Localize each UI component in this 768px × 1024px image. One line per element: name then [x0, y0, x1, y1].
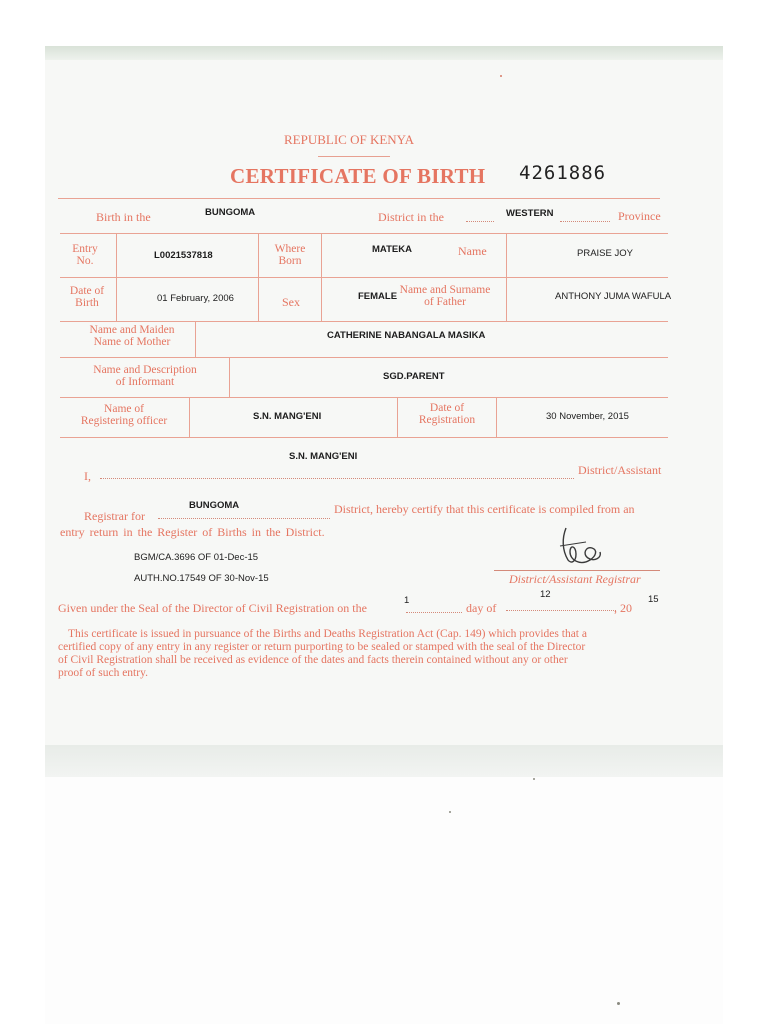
- father-name-value: ANTHONY JUMA WAFULA: [555, 291, 672, 302]
- registering-officer-label: Name of Registering officer: [80, 403, 168, 427]
- registrar-signature-title: District/Assistant Registrar: [509, 572, 641, 586]
- scan-speck: [500, 75, 502, 77]
- registrar-district-value: BUNGOMA: [189, 500, 240, 511]
- child-name-value: PRAISE JOY: [577, 248, 633, 259]
- date-of-birth-value: 01 February, 2006: [157, 293, 234, 304]
- district-assistant-label: District/Assistant: [578, 463, 662, 477]
- scan-top-edge: [45, 46, 723, 60]
- scan-speck: [617, 1002, 620, 1005]
- certify-text-line-1: District, hereby certify that this certificate is compiled from an: [334, 502, 635, 516]
- blank-page-area: [45, 777, 723, 1024]
- given-under-text: Given under the Seal of the Director of Civil Registration on the: [58, 601, 367, 615]
- day-of-label: day of: [466, 601, 497, 615]
- sex-value: FEMALE: [358, 291, 398, 302]
- legal-text: This certificate is issued in pursuance of the Births and Deaths Registration Act (Cap. 149) which provides that a certified copy of any entry in any register or return purporting to be sealed or stamped with the seal of the Director of Civil Registration shall be received as evidence of the dates and facts therein contained without any or other proof of such entry.: [58, 628, 587, 679]
- serial-number: 4261886: [519, 162, 607, 184]
- where-born-value: MATEKA: [372, 244, 412, 255]
- reference-line-1: BGM/CA.3696 OF 01-Dec-15: [134, 552, 259, 563]
- registration-date-label: Date of Registration: [418, 402, 476, 426]
- entry-no-label: Entry No.: [72, 243, 98, 267]
- entry-no-value: L0021537818: [154, 250, 213, 261]
- registration-date-value: 30 November, 2015: [546, 411, 629, 422]
- registering-officer-value: S.N. MANG'ENI: [253, 411, 322, 422]
- district-in-label: District in the: [378, 210, 444, 224]
- birth-district-value: BUNGOMA: [205, 207, 256, 218]
- scan-band: [45, 745, 723, 777]
- given-year-value: 15: [648, 594, 659, 605]
- mother-name-label: Name and Maiden Name of Mother: [89, 324, 175, 348]
- registrar-for-label: Registrar for: [84, 509, 145, 523]
- certifying-officer-value: S.N. MANG'ENI: [289, 451, 358, 462]
- registrar-signature: [556, 524, 606, 570]
- reference-line-2: AUTH.NO.17549 OF 30-Nov-15: [134, 573, 269, 584]
- province-label: Province: [618, 209, 661, 223]
- informant-label: Name and Description of Informant: [93, 364, 197, 388]
- birth-in-label: Birth in the: [96, 210, 151, 224]
- informant-value: SGD.PARENT: [383, 371, 445, 382]
- mother-name-value: CATHERINE NABANGALA MASIKA: [327, 330, 486, 341]
- cert-i-label: I,: [84, 469, 91, 483]
- given-day-value: 1: [404, 595, 410, 606]
- date-of-birth-label: Date of Birth: [69, 285, 105, 309]
- province-value: WESTERN: [506, 208, 554, 219]
- where-born-label: Where Born: [274, 243, 306, 267]
- father-name-label: Name and Surname of Father: [399, 284, 491, 308]
- certify-text-line-2: entry return in the Register of Births in the District.: [60, 525, 325, 539]
- name-label: Name: [458, 244, 487, 258]
- certificate-title: CERTIFICATE OF BIRTH: [230, 164, 486, 188]
- country-heading: REPUBLIC OF KENYA: [284, 132, 415, 147]
- scan-speck: [533, 778, 535, 780]
- sex-label: Sex: [282, 295, 300, 309]
- given-month-value: 12: [540, 589, 551, 600]
- scan-speck: [449, 811, 451, 813]
- year-prefix-label: , 20: [614, 601, 632, 615]
